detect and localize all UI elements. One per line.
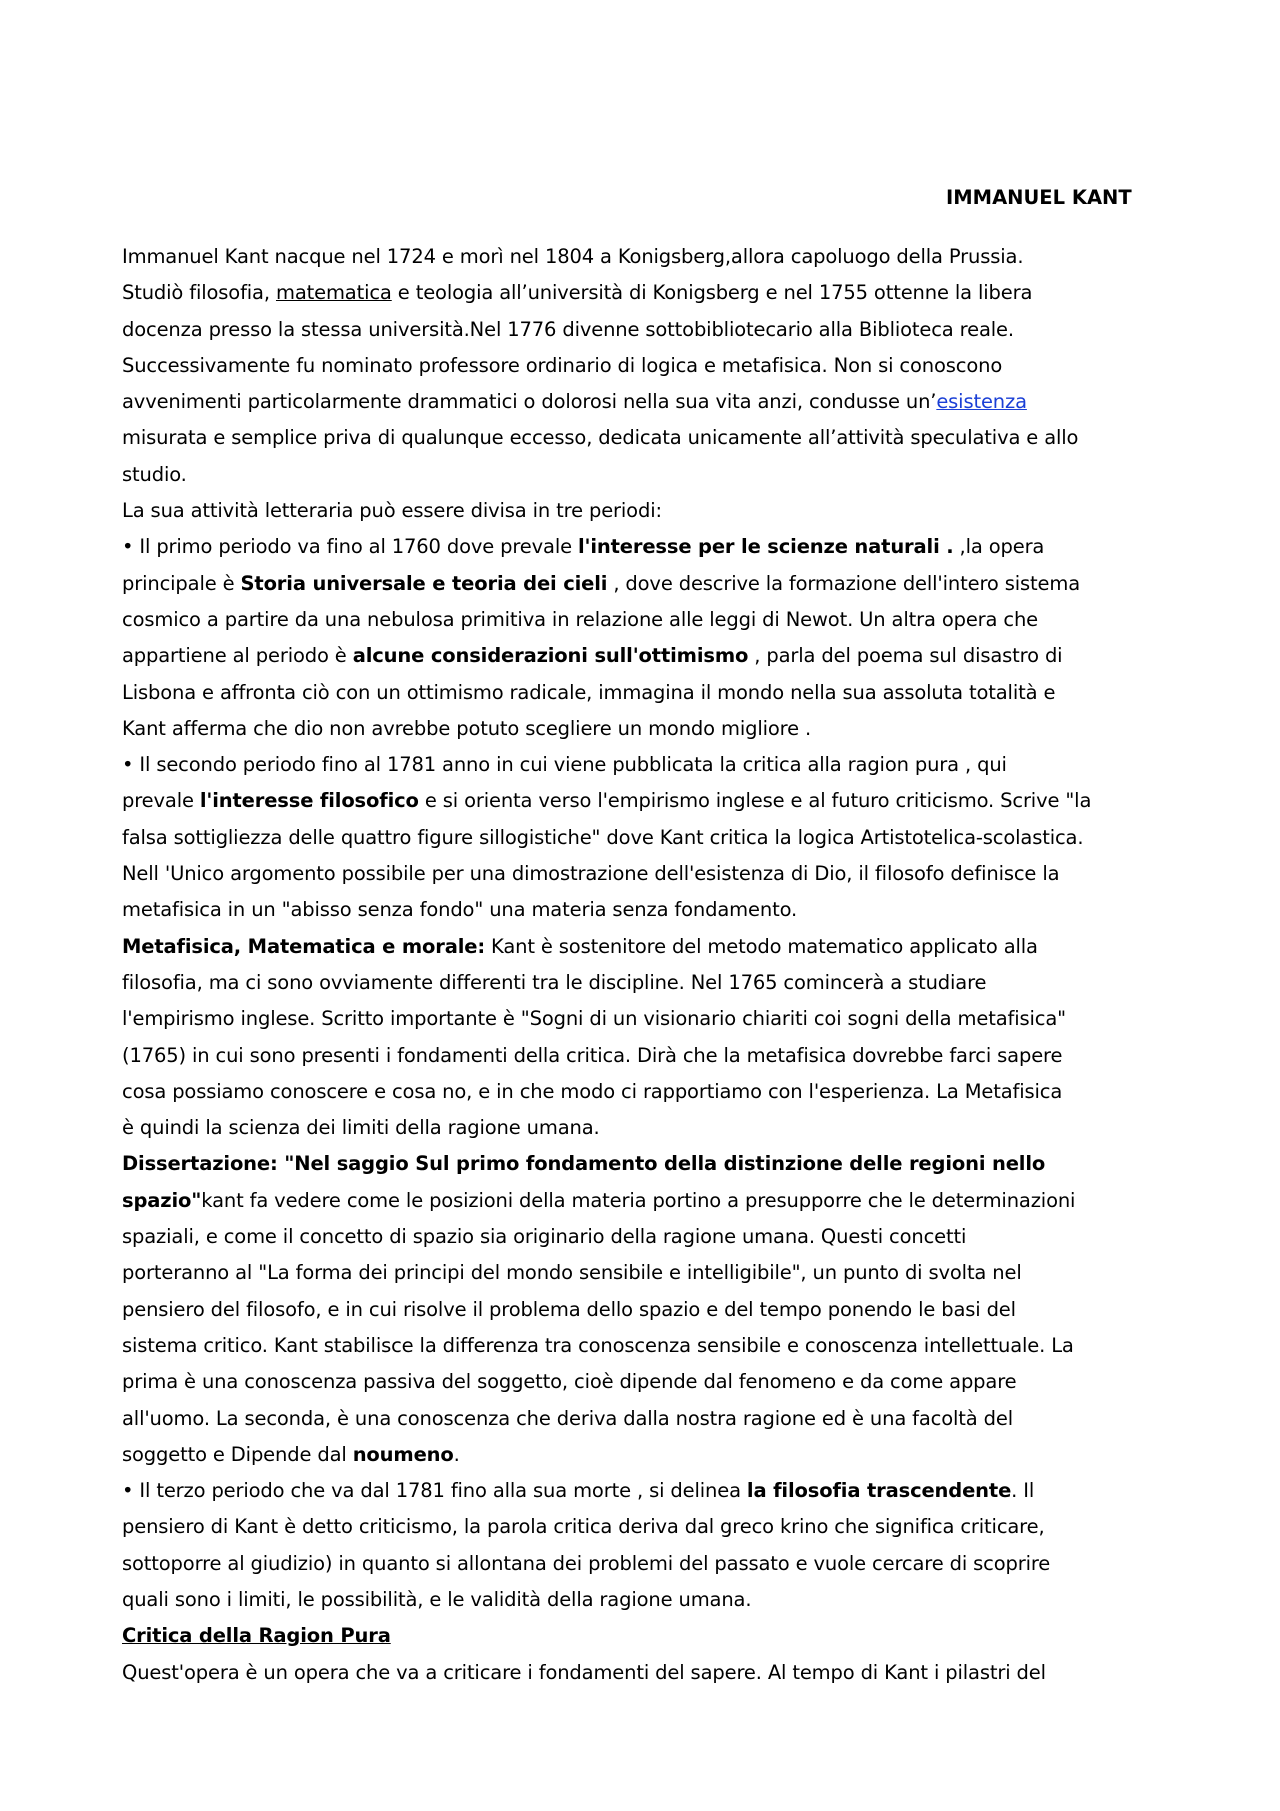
text-run: cosmico a partire da una nebulosa primitiva in relazione alle leggi di Newot. Un altra opera che [122, 607, 1039, 631]
text-line [122, 529, 1184, 565]
text-run: soggetto e Dipende dal [122, 1442, 353, 1466]
text-run: avvenimenti particolarmente drammatici o dolorosi nella sua vita anzi, condusse un’ [122, 390, 937, 414]
text-line [122, 1255, 1184, 1291]
bold-text: l'interesse filosofico [199, 789, 419, 813]
bold-text: Storia universale e teoria dei cieli [240, 571, 608, 595]
text-run: Successivamente fu nominato professore ordinario di logica e metafisica. Non si conoscono [122, 353, 1003, 377]
text-run: docenza presso la stessa università.Nel 1776 divenne sottobibliotecario alla Biblioteca reale. [122, 317, 1014, 341]
text-line [122, 1509, 1184, 1545]
text-run: principale è [122, 571, 241, 595]
bold-text: Dissertazione: "Nel saggio Sul primo fondamento della distinzione delle regioni nello [122, 1152, 1046, 1176]
text-line [122, 783, 1184, 819]
text-line [122, 820, 1184, 856]
text-line [122, 1292, 1184, 1328]
text-line [122, 602, 1184, 638]
text-line [122, 1473, 1184, 1509]
bold-text: l'interesse per le scienze naturali . [578, 535, 954, 559]
text-line [122, 275, 1184, 311]
text-run: all'uomo. La seconda, è una conoscenza che deriva dalla nostra ragione ed è una facoltà del [122, 1406, 1013, 1430]
text-line [122, 420, 1184, 456]
text-run: l'empirismo inglese. Scritto importante è "Sogni di un visionario chiariti coi sogni della metafisica" [122, 1007, 1066, 1031]
text-run: misurata e semplice priva di qualunque eccesso, dedicata unicamente all’attività speculativa e allo [122, 426, 1079, 450]
text-run: e si orienta verso l'empirismo inglese e al futuro criticismo. Scrive "la [418, 789, 1092, 813]
text-run: metafisica in un "abisso senza fondo" una materia senza fondamento. [122, 898, 798, 922]
text-run: porteranno al "La forma dei principi del mondo sensibile e intelligibile", un punto di svolta nel [122, 1261, 1022, 1285]
hyperlink[interactable]: esistenza [936, 390, 1027, 414]
text-line [122, 1146, 1184, 1182]
text-run: . Il [1011, 1479, 1035, 1503]
text-run: Kant è sostenitore del metodo matematico applicato alla [485, 934, 1038, 958]
text-run: prevale [122, 789, 200, 813]
text-line [122, 457, 1184, 493]
document-title: IMMANUEL KANT [946, 186, 1132, 209]
text-run: sottoporre al giudizio) in quanto si allontana dei problemi del passato e vuole cercare di scoprire [122, 1551, 1051, 1575]
text-line [122, 675, 1184, 711]
text-run: Quest'opera è un opera che va a criticare i fondamenti del sapere. Al tempo di Kant i pilastri del [122, 1660, 1046, 1684]
text-run: , parla del poema sul disastro di [748, 644, 1063, 668]
text-run: cosa possiamo conoscere e cosa no, e in che modo ci rapportiamo con l'esperienza. La Metafisica [122, 1079, 1063, 1103]
text-run: , dove descrive la formazione dell'intero sistema [607, 571, 1080, 595]
text-line [122, 1183, 1184, 1219]
bold-text: alcune considerazioni sull'ottimismo [352, 644, 749, 668]
text-run: • Il secondo periodo fino al 1781 anno in cui viene pubblicata la critica alla ragion pura , qui [122, 753, 1007, 777]
text-run: sistema critico. Kant stabilisce la differenza tra conoscenza sensibile e conoscenza intellettuale. La [122, 1333, 1074, 1357]
text-line [122, 1655, 1184, 1691]
text-run: appartiene al periodo è [122, 644, 353, 668]
document-body [122, 239, 1184, 1691]
text-run: Kant afferma che dio non avrebbe potuto scegliere un mondo migliore . [122, 716, 812, 740]
text-line [122, 566, 1184, 602]
text-run: Nell 'Unico argomento possibile per una dimostrazione dell'esistenza di Dio, il filosofo definisce la [122, 862, 1060, 886]
text-line [122, 747, 1184, 783]
text-line [122, 965, 1184, 1001]
text-run: La sua attività letteraria può essere divisa in tre periodi: [122, 499, 662, 523]
text-run: studio. [122, 462, 187, 486]
text-run: ,la opera [953, 535, 1045, 559]
text-line [122, 929, 1184, 965]
text-line [122, 312, 1184, 348]
text-line [122, 384, 1184, 420]
text-run: Studiò filosofia, [122, 281, 276, 305]
text-run: e teologia all’università di Konigsberg e nel 1755 ottenne la libera [391, 281, 1033, 305]
text-run: quali sono i limiti, le possibilità, e le validità della ragione umana. [122, 1587, 752, 1611]
text-line [122, 711, 1184, 747]
text-run: • Il terzo periodo che va dal 1781 fino alla sua morte , si delinea [122, 1479, 747, 1503]
text-line [122, 239, 1184, 275]
text-run: falsa sottigliezza delle quattro figure sillogistiche" dove Kant critica la logica Artistotelica-scolastica. [122, 825, 1084, 849]
text-line [122, 1546, 1184, 1582]
text-line [122, 493, 1184, 529]
bold-text: noumeno [352, 1442, 454, 1466]
text-run: . [453, 1442, 460, 1466]
text-run: spaziali, e come il concetto di spazio sia originario della ragione umana. Questi concetti [122, 1225, 967, 1249]
text-run: Lisbona e affronta ciò con un ottimismo radicale, immagina il mondo nella sua assoluta totalità e [122, 680, 1056, 704]
text-run: è quindi la scienza dei limiti della ragione umana. [122, 1116, 600, 1140]
text-run: Immanuel Kant nacque nel 1724 e morì nel 1804 a Konigsberg,allora capoluogo della Prussia. [122, 245, 1024, 268]
bold-text: la filosofia trascendente [746, 1479, 1012, 1503]
text-line [122, 1038, 1184, 1074]
text-line [122, 1618, 1184, 1654]
text-run: kant fa vedere come le posizioni della materia portino a presupporre che le determinazioni [201, 1188, 1076, 1212]
text-run: (1765) in cui sono presenti i fondamenti della critica. Dirà che la metafisica dovrebbe farci sapere [122, 1043, 1063, 1067]
text-run: • Il primo periodo va fino al 1760 dove prevale [122, 535, 579, 559]
text-line [122, 1074, 1184, 1110]
text-line [122, 1437, 1184, 1473]
text-run: filosofia, ma ci sono ovviamente differenti tra le discipline. Nel 1765 comincerà a studiare [122, 970, 987, 994]
text-run: pensiero di Kant è detto criticismo, la parola critica deriva dal greco krino che significa criticare, [122, 1515, 1045, 1539]
text-line [122, 1401, 1184, 1437]
text-line [122, 1110, 1184, 1146]
text-line [122, 892, 1184, 928]
text-line [122, 856, 1184, 892]
text-line [122, 1582, 1184, 1618]
text-line [122, 348, 1184, 384]
text-line [122, 1001, 1184, 1037]
bold-text: spazio" [122, 1188, 202, 1212]
text-line [122, 1219, 1184, 1255]
text-line [122, 1328, 1184, 1364]
underlined-text: matematica [275, 281, 392, 305]
bold-text: Metafisica, Matematica e morale: [122, 934, 485, 958]
text-line [122, 1364, 1184, 1400]
text-run: prima è una conoscenza passiva del soggetto, cioè dipende dal fenomeno e da come appare [122, 1370, 1017, 1394]
text-line [122, 638, 1184, 674]
text-run: pensiero del filosofo, e in cui risolve il problema dello spazio e del tempo ponendo le basi del [122, 1297, 1016, 1321]
section-heading: Critica della Ragion Pura [122, 1624, 391, 1648]
